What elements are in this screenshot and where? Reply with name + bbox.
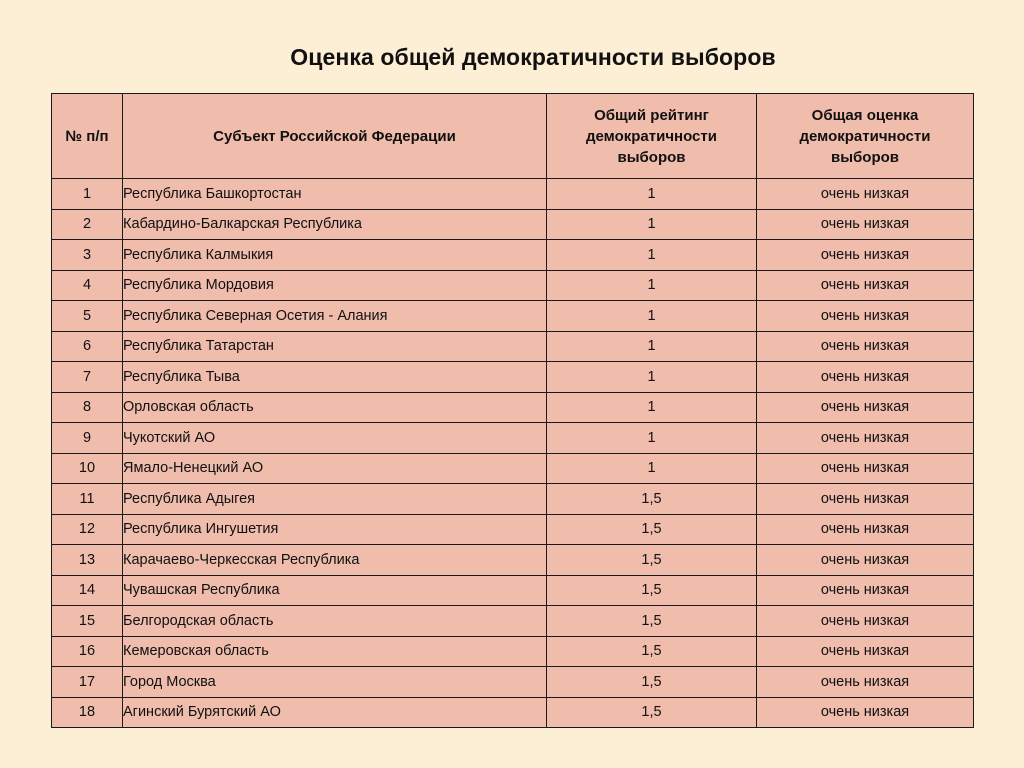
- row-rating: 1,5: [547, 545, 757, 576]
- row-number: 7: [52, 362, 123, 393]
- header-row: [52, 94, 974, 179]
- row-subject: Кабардино-Балкарская Республика: [123, 209, 547, 240]
- row-rating: 1,5: [547, 697, 757, 728]
- row-assessment: очень низкая: [757, 667, 974, 698]
- table-row: [52, 606, 974, 637]
- row-subject: Орловская область: [123, 392, 547, 423]
- row-subject: Республика Мордовия: [123, 270, 547, 301]
- table-row: [52, 240, 974, 271]
- row-number: 17: [52, 667, 123, 698]
- row-rating: 1,5: [547, 575, 757, 606]
- ratings-table: [51, 93, 974, 728]
- table-header: [52, 94, 974, 179]
- row-rating: 1: [547, 392, 757, 423]
- table-row: [52, 667, 974, 698]
- row-subject: Республика Адыгея: [123, 484, 547, 515]
- row-number: 12: [52, 514, 123, 545]
- table-row: [52, 453, 974, 484]
- row-rating: 1: [547, 179, 757, 210]
- row-assessment: очень низкая: [757, 270, 974, 301]
- row-assessment: очень низкая: [757, 697, 974, 728]
- row-assessment: очень низкая: [757, 575, 974, 606]
- row-subject: Кемеровская область: [123, 636, 547, 667]
- row-assessment: очень низкая: [757, 362, 974, 393]
- row-number: 14: [52, 575, 123, 606]
- row-rating: 1: [547, 270, 757, 301]
- table-row: [52, 179, 974, 210]
- row-number: 13: [52, 545, 123, 576]
- row-number: 10: [52, 453, 123, 484]
- table-row: [52, 423, 974, 454]
- header-assessment: Общая оценка демократичности выборов: [757, 94, 974, 179]
- row-assessment: очень низкая: [757, 240, 974, 271]
- table-row: [52, 545, 974, 576]
- row-rating: 1,5: [547, 667, 757, 698]
- table-row: [52, 270, 974, 301]
- row-rating: 1: [547, 209, 757, 240]
- header-num: № п/п: [52, 94, 123, 179]
- row-rating: 1,5: [547, 484, 757, 515]
- row-subject: Республика Северная Осетия - Алания: [123, 301, 547, 332]
- table-row: [52, 575, 974, 606]
- row-assessment: очень низкая: [757, 392, 974, 423]
- row-rating: 1,5: [547, 636, 757, 667]
- row-assessment: очень низкая: [757, 179, 974, 210]
- row-number: 8: [52, 392, 123, 423]
- row-assessment: очень низкая: [757, 423, 974, 454]
- table-row: [52, 331, 974, 362]
- row-assessment: очень низкая: [757, 484, 974, 515]
- table-row: [52, 697, 974, 728]
- row-rating: 1: [547, 362, 757, 393]
- row-subject: Республика Башкортостан: [123, 179, 547, 210]
- row-number: 15: [52, 606, 123, 637]
- row-subject: Чувашская Республика: [123, 575, 547, 606]
- row-rating: 1: [547, 240, 757, 271]
- table-body: [52, 179, 974, 728]
- table-row: [52, 636, 974, 667]
- header-subject: Субъект Российской Федерации: [123, 94, 547, 179]
- row-subject: Ямало-Ненецкий АО: [123, 453, 547, 484]
- row-rating: 1,5: [547, 514, 757, 545]
- table-row: [52, 301, 974, 332]
- header-rating: Общий рейтинг демократичности выборов: [547, 94, 757, 179]
- table-row: [52, 362, 974, 393]
- row-subject: Республика Татарстан: [123, 331, 547, 362]
- row-number: 6: [52, 331, 123, 362]
- row-number: 4: [52, 270, 123, 301]
- row-assessment: очень низкая: [757, 209, 974, 240]
- row-subject: Республика Тыва: [123, 362, 547, 393]
- row-rating: 1,5: [547, 606, 757, 637]
- row-subject: Чукотский АО: [123, 423, 547, 454]
- row-number: 3: [52, 240, 123, 271]
- row-subject: Город Москва: [123, 667, 547, 698]
- row-rating: 1: [547, 453, 757, 484]
- row-rating: 1: [547, 331, 757, 362]
- table-row: [52, 484, 974, 515]
- table-row: [52, 209, 974, 240]
- row-number: 1: [52, 179, 123, 210]
- row-assessment: очень низкая: [757, 453, 974, 484]
- row-number: 18: [52, 697, 123, 728]
- table-row: [52, 392, 974, 423]
- row-assessment: очень низкая: [757, 514, 974, 545]
- page-title: Оценка общей демократичности выборов: [290, 44, 776, 70]
- row-assessment: очень низкая: [757, 636, 974, 667]
- row-number: 16: [52, 636, 123, 667]
- row-number: 11: [52, 484, 123, 515]
- row-assessment: очень низкая: [757, 545, 974, 576]
- row-number: 5: [52, 301, 123, 332]
- row-assessment: очень низкая: [757, 331, 974, 362]
- row-assessment: очень низкая: [757, 606, 974, 637]
- row-rating: 1: [547, 301, 757, 332]
- row-subject: Белгородская область: [123, 606, 547, 637]
- row-subject: Карачаево-Черкесская Республика: [123, 545, 547, 576]
- row-rating: 1: [547, 423, 757, 454]
- row-assessment: очень низкая: [757, 301, 974, 332]
- row-subject: Агинский Бурятский АО: [123, 697, 547, 728]
- table-row: [52, 514, 974, 545]
- row-subject: Республика Калмыкия: [123, 240, 547, 271]
- row-number: 9: [52, 423, 123, 454]
- row-subject: Республика Ингушетия: [123, 514, 547, 545]
- row-number: 2: [52, 209, 123, 240]
